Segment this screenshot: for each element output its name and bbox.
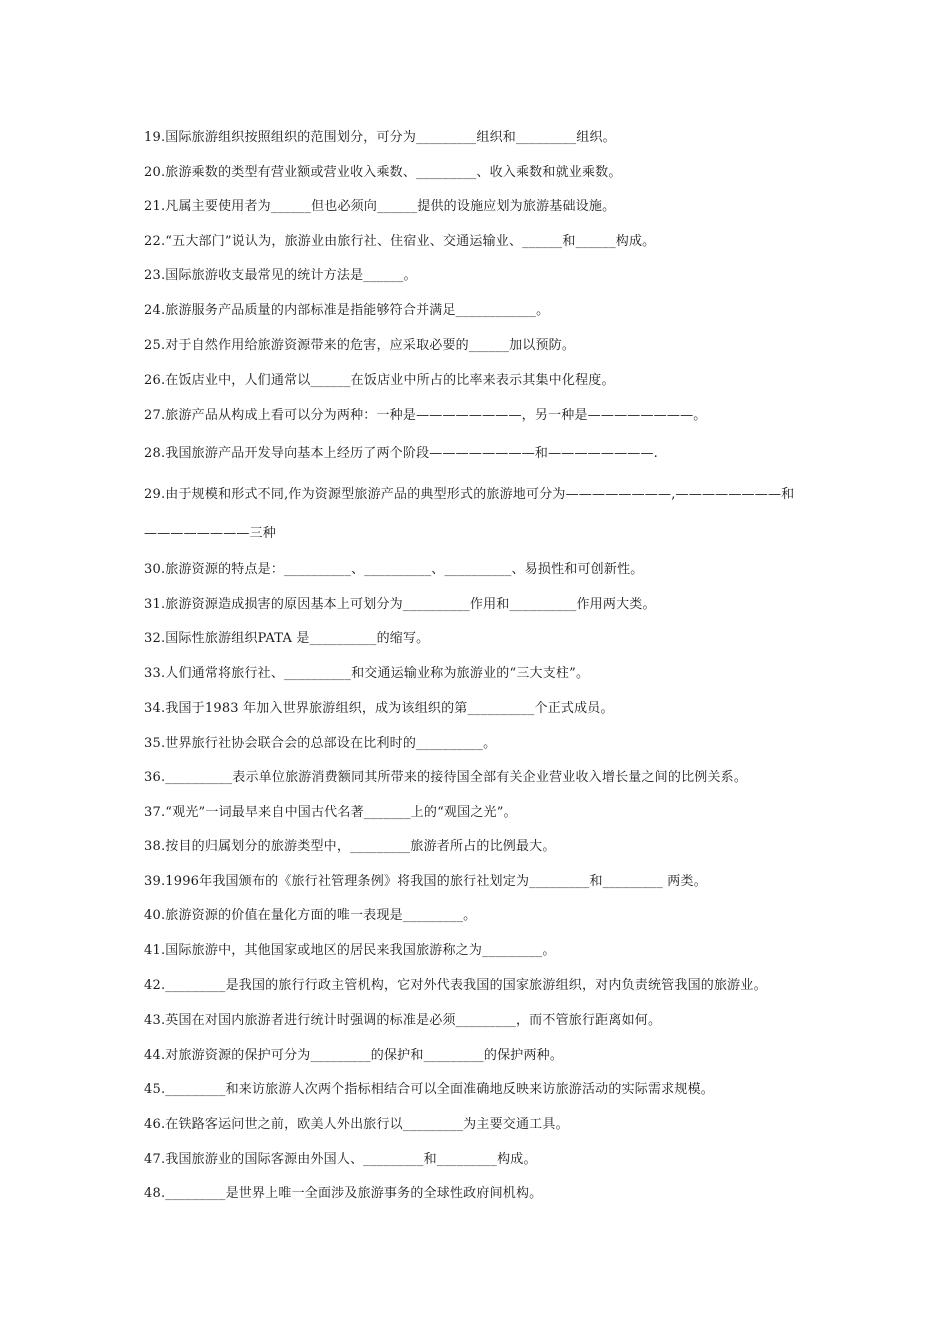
question-27: 27.旅游产品从构成上看可以分为两种：一种是————————，另一种是————————。 <box>144 408 707 423</box>
question-37: 37.“观光”一词最早来自中国古代名著_______上的“观国之光”。 <box>144 805 517 820</box>
question-42: 42._________是我国的旅行行政主管机构，它对外代表我国的国家旅游组织，对内负责统管我国的旅游业。 <box>144 978 767 993</box>
question-33: 33.人们通常将旅行社、__________和交通运输业称为旅游业的“三大支柱”。 <box>144 666 590 681</box>
question-34: 34.我国于1983 年加入世界旅游组织，成为该组织的第__________个正式成员。 <box>144 701 614 716</box>
question-38: 38.按目的归属划分的旅游类型中，_________旅游者所占的比例最大。 <box>144 839 556 854</box>
question-46: 46.在铁路客运问世之前，欧美人外出旅行以_________为主要交通工具。 <box>144 1117 569 1132</box>
question-25: 25.对于自然作用给旅游资源带来的危害，应采取必要的______加以预防。 <box>144 338 576 353</box>
question-43: 43.英国在对国内旅游者进行统计时强调的标准是必须_________，而不管旅行距离如何。 <box>144 1013 662 1028</box>
question-31: 31.旅游资源造成损害的原因基本上可划分为__________作用和__________作用两大类。 <box>144 597 656 612</box>
question-36: 36.__________表示单位旅游消费额同其所带来的接待国全部有关企业营业收入增长量之间的比例关系。 <box>144 770 748 785</box>
question-26: 26.在饭店业中，人们通常以______在饭店业中所占的比率来表示其集中化程度。 <box>144 373 615 388</box>
question-48: 48._________是世界上唯一全面涉及旅游事务的全球性政府间机构。 <box>144 1186 543 1201</box>
question-45: 45._________和来访旅游人次两个指标相结合可以全面准确地反映来访旅游活动的实际需求规模。 <box>144 1082 714 1097</box>
question-29-continuation: ————————三种 <box>144 526 276 541</box>
question-30: 30.旅游资源的特点是：__________、__________、__________、易损性和可创新性。 <box>144 562 644 577</box>
question-29: 29.由于规模和形式不同,作为资源型旅游产品的典型形式的旅游地可分为————————,————————和 <box>144 487 795 502</box>
question-40: 40.旅游资源的价值在量化方面的唯一表现是_________。 <box>144 908 477 923</box>
question-24: 24.旅游服务产品质量的内部标准是指能够符合并满足____________。 <box>144 303 550 318</box>
question-23: 23.国际旅游收支最常见的统计方法是______。 <box>144 268 417 283</box>
question-22: 22.“五大部门”说认为，旅游业由旅行社、住宿业、交通运输业、______和______构成。 <box>144 234 656 249</box>
question-28: 28.我国旅游产品开发导向基本上经历了两个阶段————————和————————. <box>144 446 659 461</box>
question-47: 47.我国旅游业的国际客源由外国人、_________和_________构成。 <box>144 1152 537 1167</box>
question-41: 41.国际旅游中，其他国家或地区的居民来我国旅游称之为_________。 <box>144 943 556 958</box>
question-44: 44.对旅游资源的保护可分为_________的保护和_________的保护两种。 <box>144 1048 564 1063</box>
question-20: 20.旅游乘数的类型有营业额或营业收入乘数、_________、收入乘数和就业乘数。 <box>144 165 622 180</box>
question-32: 32.国际性旅游组织PATA 是__________的缩写。 <box>144 631 430 646</box>
question-39: 39.1996年我国颁布的《旅行社管理条例》将我国的旅行社划定为_________和_________ 两类。 <box>144 874 707 889</box>
question-21: 21.凡属主要使用者为______但也必须向______提供的设施应划为旅游基础设施。 <box>144 199 616 214</box>
question-35: 35.世界旅行社协会联合会的总部设在比利时的__________。 <box>144 736 497 751</box>
question-19: 19.国际旅游组织按照组织的范围划分，可分为_________组织和_________组织。 <box>144 130 616 145</box>
